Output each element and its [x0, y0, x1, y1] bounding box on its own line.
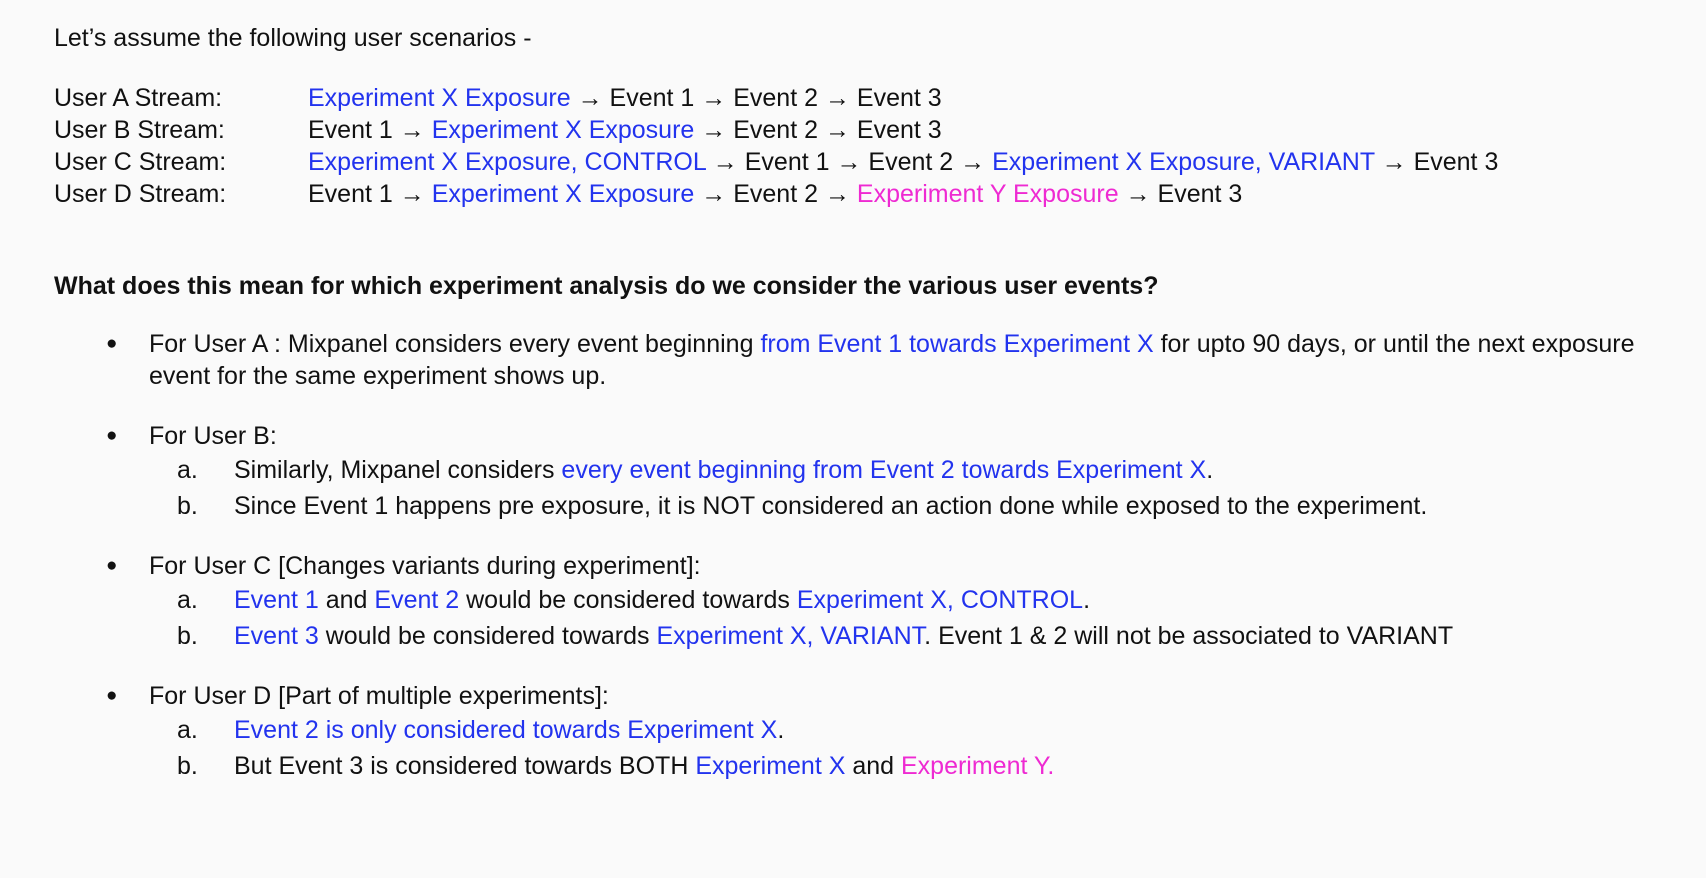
text-segment: .: [1083, 586, 1091, 615]
text-segment: For User B:: [149, 421, 277, 450]
text-segment: →: [570, 83, 610, 112]
text-segment: Since Event 1 happens pre exposure, it is NOT considered an action done while exposed to the experiment.: [234, 491, 1428, 520]
bullet-item: [54, 550, 1678, 653]
sub-list-marker: a.: [177, 586, 198, 615]
bullet-item: [54, 420, 1678, 523]
text-segment: →: [705, 147, 745, 176]
sub-list-marker: a.: [177, 716, 198, 745]
text-segment: Event 2: [733, 179, 818, 208]
text-segment: Event 3: [1413, 147, 1499, 176]
text-segment: and: [318, 586, 375, 615]
text-segment: Experiment Y Exposure: [856, 179, 1119, 208]
sub-list-marker: b.: [177, 751, 198, 780]
text-segment: .: [777, 716, 785, 745]
text-segment: . Event 1 & 2 will not be associated to VARIANT: [924, 621, 1454, 650]
text-segment: →: [392, 115, 432, 144]
text-segment: for upto 90 days, or until the next exposure event for the same experiment shows up.: [149, 329, 1635, 391]
text-segment: Event 2: [868, 147, 954, 176]
sub-list-marker: b.: [177, 491, 198, 520]
text-segment: Event 3: [856, 83, 942, 112]
sub-list-item: [149, 620, 1678, 653]
sub-list-text: [234, 492, 1427, 520]
sub-list-text: [234, 752, 1054, 780]
text-segment: →: [694, 179, 734, 208]
text-segment: But Event 3 is considered towards BOTH: [234, 751, 696, 780]
text-segment: →: [694, 115, 734, 144]
text-segment: →: [829, 147, 869, 176]
stream-sequence: [308, 114, 1678, 146]
text-segment: Experiment X Exposure: [431, 179, 695, 208]
sub-list-marker: a.: [177, 456, 198, 485]
stream-row: [54, 178, 1678, 210]
text-segment: Experiment Y.: [901, 751, 1055, 780]
text-segment: For User D [Part of multiple experiments]:: [149, 681, 609, 710]
sub-list: [149, 584, 1678, 653]
text-segment: would be considered towards: [459, 586, 797, 615]
text-segment: and: [845, 751, 901, 780]
sub-list-item: [149, 490, 1678, 523]
text-segment: every event beginning from Event 2 towards Experiment X: [561, 456, 1207, 485]
text-segment: Event 1: [308, 179, 393, 208]
explanation-bullet-list: [54, 328, 1678, 783]
text-segment: would be considered towards: [318, 621, 657, 650]
stream-row: [54, 146, 1678, 178]
text-segment: Event 2: [733, 83, 818, 112]
sub-list-item: [149, 750, 1678, 783]
text-segment: Similarly, Mixpanel considers: [234, 456, 562, 485]
text-segment: Event 2: [374, 586, 460, 615]
text-segment: For User A : Mixpanel considers every event beginning: [149, 329, 761, 358]
bullet-text: [149, 682, 609, 710]
sub-list-marker: b.: [177, 621, 198, 650]
stream-label: User A Stream:: [54, 83, 223, 112]
stream-label: User D Stream:: [54, 179, 227, 208]
text-segment: →: [1374, 147, 1414, 176]
stream-label: User C Stream:: [54, 147, 227, 176]
text-segment: For User C [Changes variants during experiment]:: [149, 551, 701, 580]
sub-list-text: [234, 622, 1453, 650]
bullet-text: [149, 422, 277, 450]
text-segment: Event 1: [234, 586, 319, 615]
text-segment: Event 3: [856, 115, 942, 144]
text-segment: →: [818, 179, 857, 208]
text-segment: Experiment X Exposure: [431, 115, 695, 144]
text-segment: Event 2 is only considered towards Experiment X: [234, 716, 778, 745]
bullet-text: [149, 552, 701, 580]
sub-list: [149, 454, 1678, 523]
bullet-item: [54, 328, 1678, 393]
text-segment: .: [1206, 456, 1214, 485]
text-segment: Event 1: [744, 147, 830, 176]
text-segment: Experiment X Exposure, VARIANT: [992, 147, 1375, 176]
stream-sequence: [308, 82, 1678, 114]
stream-sequence: [308, 178, 1678, 210]
bullet-text: [149, 330, 1635, 391]
text-segment: →: [1118, 179, 1158, 208]
text-segment: Experiment X, CONTROL: [796, 586, 1084, 615]
text-segment: Event 1: [308, 115, 393, 144]
stream-row: [54, 114, 1678, 146]
user-stream-list: [54, 82, 1678, 210]
sub-list-text: [234, 586, 1090, 614]
intro-paragraph: Let’s assume the following user scenarios -: [54, 24, 532, 52]
text-segment: →: [694, 83, 734, 112]
sub-list: [149, 714, 1678, 783]
sub-list-text: [234, 716, 784, 744]
text-segment: Event 3: [1157, 179, 1243, 208]
text-segment: Experiment X Exposure: [308, 83, 571, 112]
sub-list-item: [149, 584, 1678, 617]
sub-list-item: [149, 454, 1678, 487]
stream-sequence: [308, 146, 1678, 178]
text-segment: →: [392, 179, 432, 208]
stream-row: [54, 82, 1678, 114]
text-segment: →: [818, 115, 857, 144]
section-question: What does this mean for which experiment analysis do we consider the various user events?: [54, 271, 1159, 300]
text-segment: from Event 1 towards Experiment X: [760, 329, 1154, 358]
text-segment: Event 3: [234, 621, 319, 650]
text-segment: Experiment X: [695, 751, 846, 780]
stream-label: User B Stream:: [54, 115, 225, 144]
text-segment: →: [953, 147, 993, 176]
text-segment: Event 2: [733, 115, 818, 144]
sub-list-item: [149, 714, 1678, 747]
sub-list-text: [234, 456, 1213, 484]
text-segment: Experiment X, VARIANT: [656, 621, 925, 650]
text-segment: Experiment X Exposure, CONTROL: [308, 147, 706, 176]
text-segment: Event 1: [609, 83, 695, 112]
bullet-item: [54, 680, 1678, 783]
text-segment: →: [818, 83, 857, 112]
